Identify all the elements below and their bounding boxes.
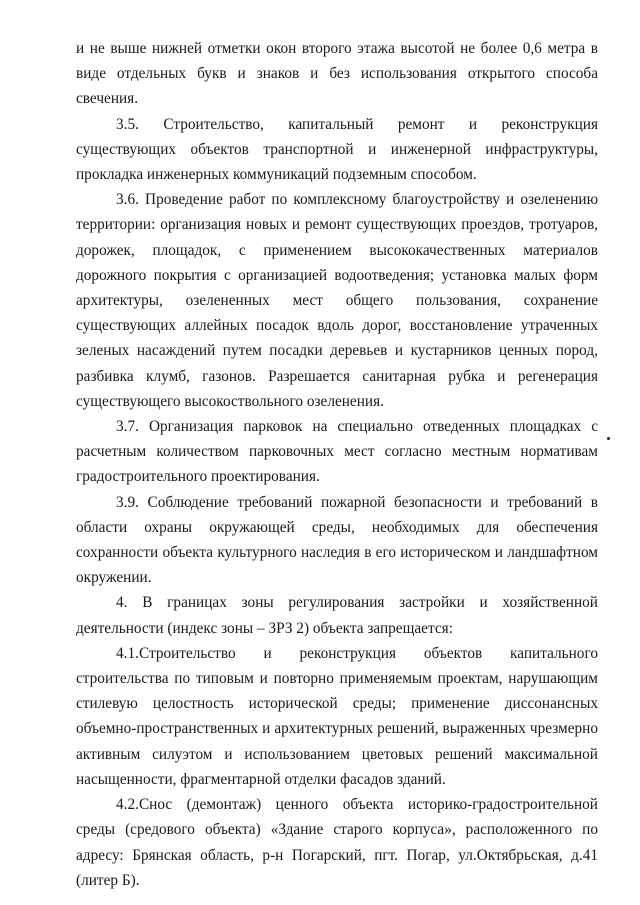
paragraph-4: 4. В границах зоны регулирования застройки и хозяйственной деятельности (индекс зоны – ЗРЗ 2) объекта запрещается: [76,594,598,637]
document-body [76,36,598,893]
paragraph-3-6: 3.6. Проведение работ по комплексному благоустройству и озеленению территории: организация новых и ремонт существующих проездов, тротуаров, дорожек, площадок, с применением высококачественных материалов дорожного покрытия с организацией водоотведения; установка малых форм архитектуры, озелененных мест общего пользования, сохранение существующих аллейных посадок вдоль дорог, восстановление утраченных зеленых насаждений путем посадки деревьев и кустарников ценных пород, разбивка клумб, газонов. Разрешается санитарная рубка и регенерация существующего высокоствольного озеленения. [76,191,598,410]
paragraph-3-7: 3.7. Организация парковок на специально отведенных площадках с расчетным количеством парковочных мест согласно местным нормативам градостроительного проектирования. [76,418,598,486]
paragraph-3-9: 3.9. Соблюдение требований пожарной безопасности и требований в области охраны окружающей среды, необходимых для обеспечения сохранности объекта культурного наследия в его историческом и ландшафтном окружении. [76,493,598,587]
paragraph-3-5: 3.5. Строительство, капитальный ремонт и реконструкция существующих объектов транспортной и инженерной инфраструктуры, прокладка инженерных коммуникаций подземным способом. [76,115,598,184]
paragraph-continuation: и не выше нижней отметки окон второго этажа высотой не более 0,6 метра в виде отдельных букв и знаков и без использования открытого способа свечения. [76,40,598,108]
scan-speck [607,437,610,440]
paragraph-4-1: 4.1.Строительство и реконструкция объектов капитального строительства по типовым и повторно применяемым проектам, нарушающим стилевую целостность исторической среды; применение диссонансных объемно-пространственных и архитектурных решений, выраженных чрезмерно активным силуэтом и использованием цветовых решений максимальной насыщенности, фрагментарной отделки фасадов зданий. [76,644,598,788]
paragraph-4-2: 4.2.Снос (демонтаж) ценного объекта историко-градостроительной среды (средового объекта) «Здание старого корпуса», расположенного по адресу: Брянская область, р-н Погарский, пгт. Погар, ул.Октябрьская, д.41 (литер Б). [76,796,598,889]
